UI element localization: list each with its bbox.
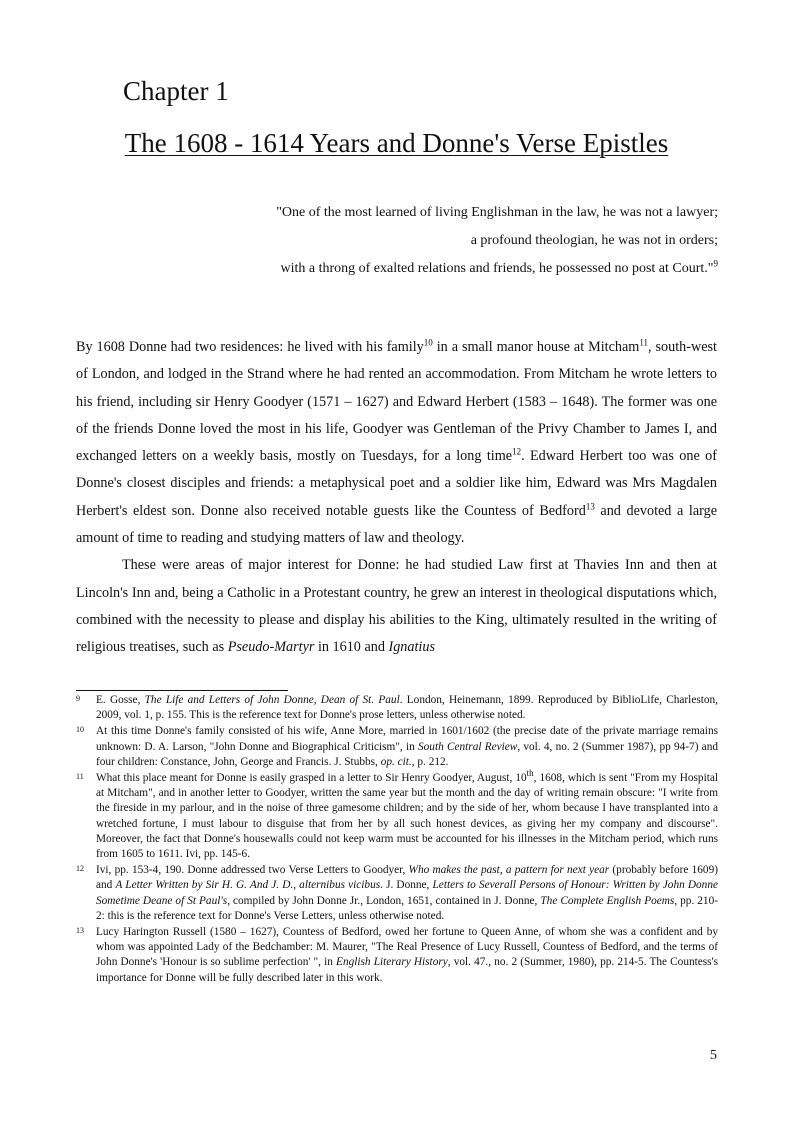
epigraph-line: "One of the most learned of living Englishman in the law, he was not a lawyer; bbox=[276, 205, 718, 220]
footnote-10: 10 At this time Donne's family consisted of his wife, Anne More, married in 1601/1602 (the precise date of the private marriage remains unknown: D. A. Larson, "John Donne and Biographical Criticism", in South Central Review, vol. 4, no. 2 (Summer 1987), pp 94-7) and four children: Constance, John, George and Francis. J. Stubbs, op. cit., p. 212. bbox=[76, 724, 718, 770]
chapter-title: The 1608 - 1614 Years and Donne's Verse Epistles bbox=[124, 128, 669, 158]
epigraph bbox=[276, 199, 718, 283]
footnote-number: 11 bbox=[76, 772, 84, 782]
footnote-9: 9 E. Gosse, The Life and Letters of John Donne, Dean of St. Paul. London, Heinemann, 1899. Reproduced by BiblioLife, Charleston, 2009, vol. 1, p. 155. This is the reference text for Donne's prose letters, unless otherwise noted. bbox=[76, 693, 718, 723]
footnote-ref: 12 bbox=[512, 446, 522, 457]
body-paragraph: These were areas of major interest for Donne: he had studied Law first at Thavies Inn and then at Lincoln's Inn and, being a Catholic in a Protestant country, he grew an interest in theological disputations which, combined with the necessity to please and display his abilities to the King, ultimately resulted in the writing of religious treatises, such as Pseudo-Martyr in 1610 and Ignatius bbox=[76, 557, 717, 656]
footnote-separator bbox=[76, 690, 288, 691]
body-paragraph: By 1608 Donne had two residences: he lived with his family$^{10}$ in a small manor house at Mitcham$^{11}$, south-west of London, and lodged in the Strand where he had rented an accommodation. From Mitcham he wrote letters to his friend, including sir Henry Goodyer (1571 – 1627) and Edward Herbert (1583 – 1648). The former was one of the friends Donne loved the most in his life, Goodyer was Gentleman of the Privy Chamber to James I, and exchanged letters on a weekly basis, mostly on Tuesdays, for a long time$^{12}$. Edward Herbert too was one of Donne's closest disciples and friends: a metaphysical poet and a soldier like him, Edward was Mrs Magdalen Herbert's eldest son. Donne also received notable guests like the Countess of Bedford$^{13}$ and devoted a large amount of time to reading and studying matters of law and theology. bbox=[76, 337, 717, 547]
footnote-ref: 11 bbox=[639, 337, 649, 348]
footnote-ref: 10 bbox=[423, 337, 433, 348]
footnote-ref: 9 bbox=[713, 258, 718, 269]
footnote-13: 13 Lucy Harington Russell (1580 – 1627), Countess of Bedford, owed her fortune to Queen Anne, of whom she was a confident and by whom was appointed Lady of the Bedchamber: M. Maurer, "The Real Presence of Lucy Russell, Countess of Bedford, and the terms of John Donne's 'Honour is so sublime perfection' ", in English Literary History, vol. 47., no. 2 (Summer, 1980), pp. 214-5. The Countess's importance for Donne will be fully described later in this work. bbox=[76, 925, 718, 986]
work-title: Pseudo-Martyr bbox=[227, 639, 315, 656]
epigraph-line: with a throng of exalted relations and friends, he possessed no post at Court."$^9$ bbox=[280, 258, 718, 276]
footnote-number: 10 bbox=[76, 725, 84, 735]
footnote-number: 12 bbox=[76, 864, 84, 874]
body-text bbox=[76, 334, 717, 662]
work-title: Ignatius bbox=[388, 639, 435, 656]
footnote-11: 11 What this place meant for Donne is easily grasped in a letter to Sir Henry Goodyer, August, 10th, 1608, which is sent "From my Hospital at Mitcham", and in another letter to Goodyer, written the same year but the month and the day of writing remain obscure: "I write from the fireside in my parlour, and in the noise of three gamesome children; and by the side of her, whom because I have transplanted into a wretched fortune, I must labour to disguise that from her by all such honest devices, as giving her my company and discourse". Moreover, the fact that Donne's housewalls could not keep warm must be accounted for his illnesses in the Mitcham period, which runs from 1605 to 1611. Ivi, pp. 145-6. bbox=[76, 768, 718, 861]
footnote-ref: 13 bbox=[585, 501, 595, 512]
chapter-label: Chapter 1 bbox=[123, 76, 229, 106]
footnote-12: 12 Ivi, pp. 153-4, 190. Donne addressed two Verse Letters to Goodyer, Who makes the past, a pattern for next year (probably before 1609) and A Letter Written by Sir H. G. And J. D., alternibus vicibus. J. Donne, Letters to Severall Persons of Honour: Written by John Donne Sometime Deane of St Paul's, compiled by John Donne Jr., London, 1651, contained in J. Donne, The Complete English Poems, pp. 210-2: this is the reference text for Donne's Verse Letters, unless otherwise noted. bbox=[76, 863, 718, 924]
page-number: 5 bbox=[710, 1048, 717, 1063]
footnote-number: 9 bbox=[76, 694, 80, 703]
footnote-number: 13 bbox=[76, 926, 84, 936]
epigraph-line: a profound theologian, he was not in orders; bbox=[470, 233, 718, 248]
footnotes bbox=[76, 693, 718, 987]
